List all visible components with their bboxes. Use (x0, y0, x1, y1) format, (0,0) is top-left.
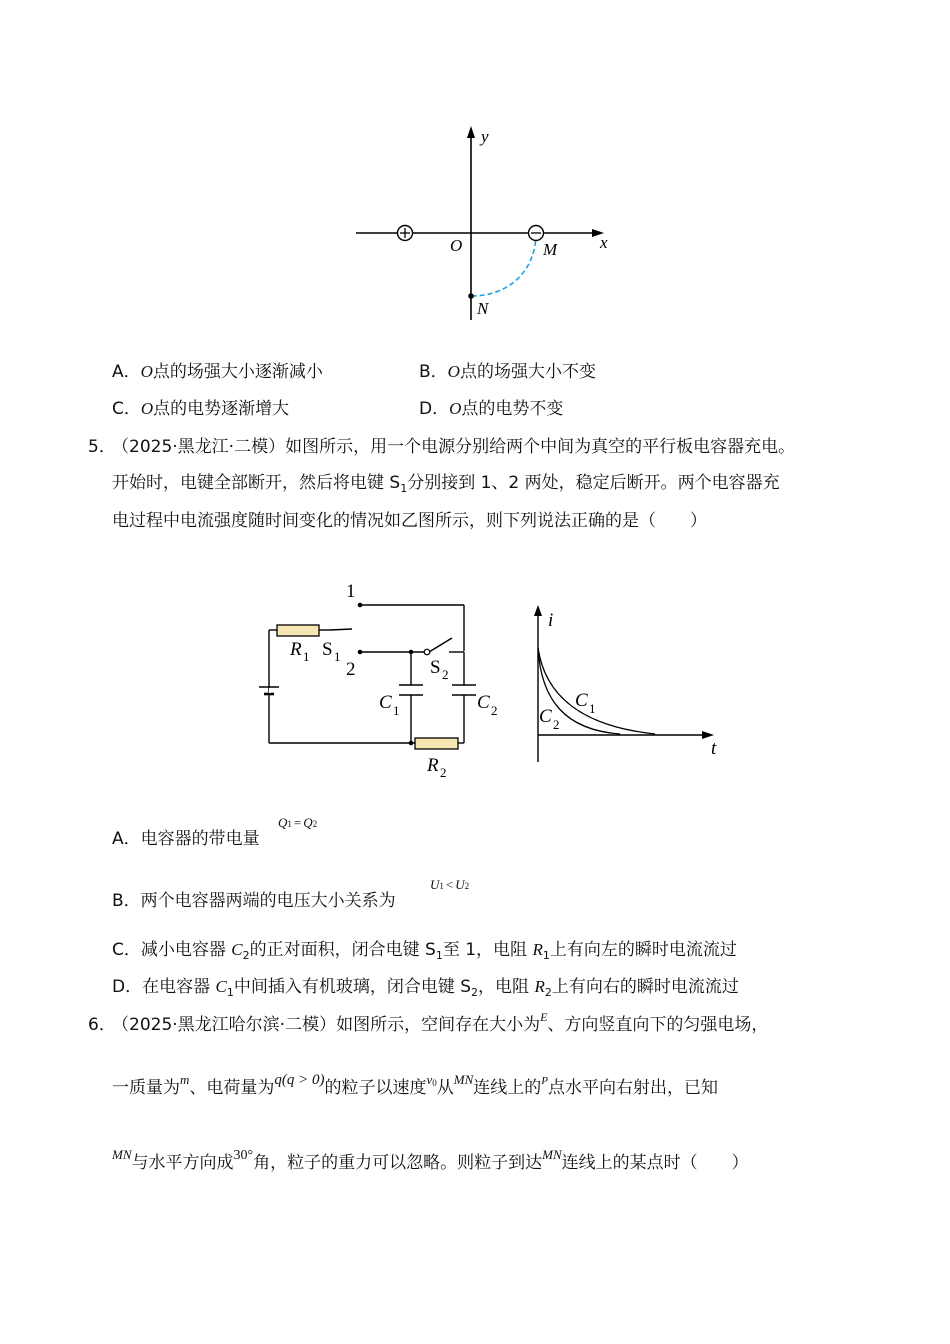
c1-label: C (379, 692, 392, 713)
svg-text:2: 2 (491, 703, 498, 718)
y-axis-arrow (467, 126, 475, 138)
charge-field-figure (340, 120, 630, 330)
curve-c2-label: C (539, 706, 552, 727)
q4-option-c[interactable]: C．O点的电势逐渐增大 (112, 399, 290, 419)
option-letter: A． (112, 829, 141, 849)
q4-option-b[interactable]: B．O点的场强大小不变 (419, 362, 596, 382)
m-label: M (543, 240, 558, 259)
q5-option-a[interactable]: A．电容器的带电量 (112, 829, 260, 849)
q6-line-3: $^{MN}$与水平方向成$^{30^\circ}$角，粒子的重力可以忽略。则粒子到达$^{MN}$连线上的某点时（ ） (112, 1147, 749, 1173)
t-axis-label: t (711, 738, 717, 759)
q5-option-a-formula: Q1 = Q2 (278, 815, 318, 830)
y-axis-label: y (481, 127, 489, 146)
q6-line-2: 一质量为$^m$、电荷量为q(q > 0)的粒子以速度$^{v0}$从$^{MN}$连线上的$^P$点水平向右射出，已知 (112, 1072, 719, 1098)
option-letter: C． (112, 399, 141, 419)
n-label: N (477, 299, 489, 318)
curve-c1-label: C (575, 690, 588, 711)
origin-label: O (450, 236, 463, 255)
svg-text:1: 1 (334, 649, 341, 664)
current-time-graph (525, 600, 730, 770)
svg-text:2: 2 (442, 667, 449, 682)
q4-option-a[interactable]: A．O点的场强大小逐渐减小 (112, 362, 323, 382)
q5-line-2: 开始时，电键全部断开，然后将电键 $S_1$分别接到 1、2 两处，稳定后断开。两个电容器充 (112, 473, 780, 495)
trajectory-arc (471, 233, 536, 296)
s1-label: S (322, 639, 333, 660)
q4-option-d[interactable]: D．O点的电势不变 (419, 399, 564, 419)
option-letter: C． (112, 940, 141, 960)
q5-option-b[interactable]: B．两个电容器两端的电压大小关系为 (112, 891, 396, 911)
i-axis-label: i (548, 610, 554, 631)
r1-label: R (290, 639, 302, 660)
q6-line-1: （2025·黑龙江哈尔滨·二模）如图所示，空间存在大小为$^E$、方向竖直向下的匀强电场， (112, 1010, 769, 1035)
r2-label: R (427, 755, 439, 776)
point-n (468, 293, 474, 299)
q6-number: 6． (88, 1015, 116, 1035)
s2-label: S (430, 657, 441, 678)
svg-text:2: 2 (553, 717, 560, 732)
option-letter: B． (112, 891, 141, 911)
c2-label: C (477, 692, 490, 713)
option-letter: B． (419, 362, 448, 382)
resistor-r1 (277, 625, 319, 636)
q5-option-d[interactable]: D．在电容器 $C_1$中间插入有机玻璃，闭合电键 $S_2$，电阻 $R_2$上有向右的瞬时电流流过 (112, 977, 739, 999)
terminal-2-label: 2 (346, 659, 356, 680)
q5-option-c[interactable]: C．减小电容器 $C_2$的正对面积，闭合电键 $S_1$至 1，电阻 $R_1$上有向左的瞬时电流流过 (112, 940, 737, 962)
option-letter: D． (112, 977, 143, 997)
q5-option-b-formula: U1 < U2 (430, 877, 470, 892)
terminal-1-label: 1 (346, 581, 356, 602)
svg-text:1: 1 (393, 703, 400, 718)
x-axis-label: x (600, 233, 608, 252)
option-letter: A． (112, 362, 141, 382)
option-letter: D． (419, 399, 450, 419)
q5-line-1: （2025·黑龙江·二模）如图所示，用一个电源分别给两个中间为真空的平行板电容器充电。 (112, 437, 796, 457)
resistor-r2 (415, 738, 458, 749)
svg-text:2: 2 (440, 765, 447, 780)
q5-number: 5． (88, 437, 116, 457)
q5-line-3: 电过程中电流强度随时间变化的情况如乙图所示，则下列说法正确的是（ ） (112, 511, 707, 531)
svg-text:1: 1 (589, 701, 596, 716)
circuit-diagram (255, 575, 515, 785)
svg-text:1: 1 (303, 649, 310, 664)
